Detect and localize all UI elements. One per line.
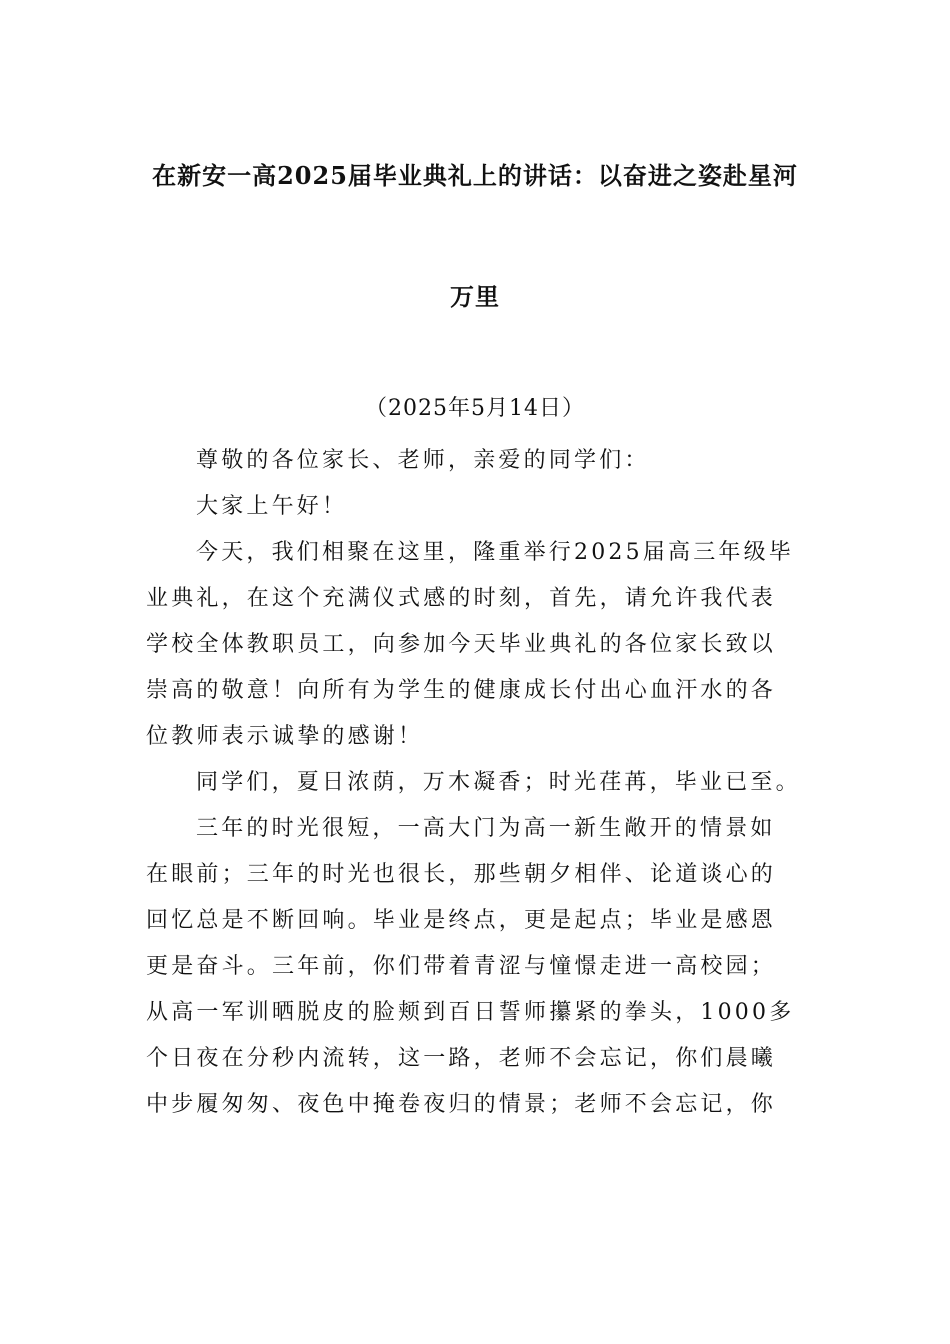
document-body [146, 438, 806, 1128]
body-line: 位教师表示诚挚的感谢！ [146, 724, 424, 749]
body-line: 从高一军训晒脱皮的脸颊到百日誓师攥紧的拳头，1000多 [146, 1000, 795, 1025]
body-line: 同学们，夏日浓荫，万木凝香；时光荏苒，毕业已至。 [196, 770, 801, 795]
body-line: 学校全体教职员工，向参加今天毕业典礼的各位家长致以 [146, 632, 777, 657]
body-line: 尊敬的各位家长、老师，亲爱的同学们： [196, 448, 650, 473]
body-line: 回忆总是不断回响。毕业是终点，更是起点；毕业是感恩 [146, 908, 777, 933]
body-line: 大家上午好！ [196, 494, 348, 519]
body-line: 个日夜在分秒内流转，这一路，老师不会忘记，你们晨曦 [146, 1046, 777, 1071]
body-line: 中步履匆匆、夜色中掩卷夜归的情景；老师不会忘记，你 [146, 1092, 777, 1117]
body-line: 今天，我们相聚在这里，隆重举行2025届高三年级毕 [196, 540, 794, 565]
body-line: 三年的时光很短，一高大门为高一新生敞开的情景如 [196, 816, 776, 841]
body-line: 崇高的敬意！向所有为学生的健康成长付出心血汗水的各 [146, 678, 777, 703]
document-date: （2025年5月14日） [365, 396, 585, 421]
document-title-line-2: 万里 [450, 282, 500, 311]
body-line: 在眼前；三年的时光也很长，那些朝夕相伴、论道谈心的 [146, 862, 777, 887]
document-title-line-1: 在新安一高2025届毕业典礼上的讲话：以奋进之姿赴星河 [152, 161, 798, 190]
body-line: 更是奋斗。三年前，你们带着青涩与憧憬走进一高校园； [146, 954, 777, 979]
body-line: 业典礼，在这个充满仪式感的时刻，首先，请允许我代表 [146, 586, 777, 611]
